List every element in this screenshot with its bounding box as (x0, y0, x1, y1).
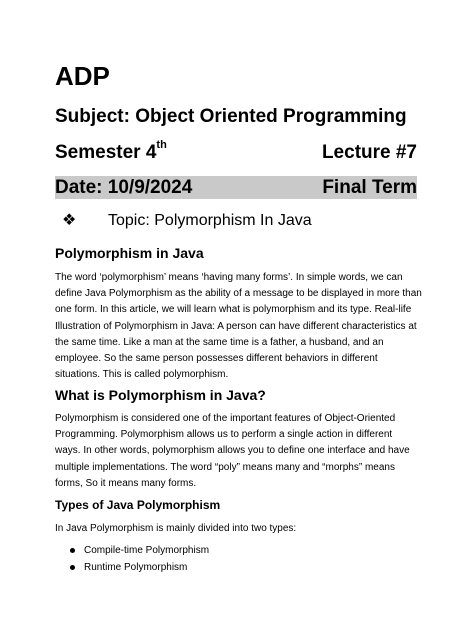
section-heading-types-of-polymorphism: Types of Java Polymorphism (55, 498, 221, 512)
list-item (70, 559, 209, 576)
semester-lecture-row (55, 139, 417, 166)
list-item-text: Compile-time Polymorphism (84, 545, 210, 556)
section-heading-polymorphism-in-java: Polymorphism in Java (55, 245, 204, 261)
semester-ordinal-suffix: th (156, 139, 167, 151)
semester-text: Semester 4 (55, 142, 157, 163)
polymorphism-types-list (70, 542, 209, 576)
paragraph-line: ways. In other words, polymorphism allows you to define one interface and have (55, 445, 410, 457)
paragraph-line: the same time. Like a man at the same time is a father, a husband, and an (55, 336, 384, 348)
paragraph-line: Programming. Polymorphism allows us to perform a single action in different (55, 429, 393, 441)
paragraph-line: Illustration of Polymorphism in Java: A person can have different characteristics at (55, 320, 417, 332)
list-item-text: Runtime Polymorphism (84, 562, 188, 573)
paragraph-polymorphism-intro (55, 270, 422, 383)
paragraph-line: employee. So the same person possesses different behaviors in different (55, 353, 378, 365)
paragraph-line: In Java Polymorphism is mainly divided into two types: (55, 523, 297, 534)
list-item (70, 542, 209, 559)
date-term-banner (55, 176, 417, 199)
paragraph-what-is-polymorphism (55, 411, 417, 492)
section-heading-what-is-polymorphism: What is Polymorphism in Java? (55, 387, 266, 403)
term-label: Final Term (322, 177, 417, 198)
document-title: ADP (55, 61, 110, 91)
paragraph-types-intro (55, 521, 417, 537)
paragraph-line: situations. This is called polymorphism. (55, 369, 229, 381)
subject-heading: Subject: Object Oriented Programming (55, 106, 407, 127)
date-label: Date: 10/9/2024 (55, 177, 193, 198)
paragraph-line: multiple implementations. The word “poly” means many and “morphs” means (55, 461, 395, 473)
paragraph-line: define Java Polymorphism as the ability of a message to be displayed in more than (55, 288, 422, 300)
paragraph-line: one form. In this article, we will learn what is polymorphism and its type. Real-life (55, 304, 412, 316)
paragraph-line: Polymorphism is considered one of the important features of Object-Oriented (55, 413, 396, 424)
topic-text: Topic: Polymorphism In Java (108, 212, 312, 229)
bullet-dot-icon (70, 548, 75, 553)
paragraph-line: The word ‘polymorphism’ means ‘having many forms’. In simple words, we can (55, 272, 403, 283)
semester-label (55, 139, 167, 164)
bullet-dot-icon (70, 565, 75, 570)
lecture-number: Lecture #7 (321, 142, 417, 163)
paragraph-line: forms, So it means many forms. (55, 477, 197, 489)
diamond-bullet-icon: ❖ (62, 212, 77, 229)
